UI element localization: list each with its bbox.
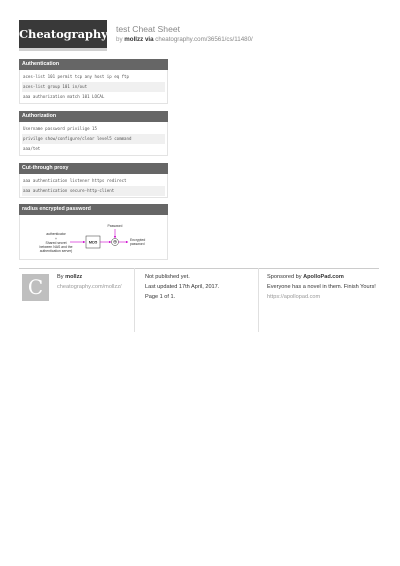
section-header: Authentication: [19, 59, 168, 70]
section-header: Cut-through proxy: [19, 163, 168, 174]
via-label: via: [144, 36, 154, 43]
byline: [116, 36, 253, 43]
code-line: aaa authentication secure-http-client: [22, 186, 165, 196]
sponsor-tagline: Everyone has a novel in them. Finish Yours!: [267, 284, 376, 290]
section-cut-through-proxy: [19, 163, 168, 198]
md5-label: MD5: [88, 239, 98, 245]
footer-sponsor: [267, 274, 344, 280]
page-title: test Cheat Sheet: [116, 24, 181, 34]
section-authentication: [19, 59, 168, 104]
by-prefix: by: [116, 36, 123, 43]
code-line: aces-list 101 permit tcp any host ip eq ftp: [23, 74, 129, 79]
section-authorization: [19, 111, 168, 156]
sponsor-prefix: Sponsored by: [267, 274, 302, 280]
code-line: aaa authorization match 101 LOCAL: [23, 94, 105, 99]
section-header: Authorization: [19, 111, 168, 122]
section-body: [19, 70, 168, 104]
footer-author-link[interactable]: mollzz: [65, 274, 83, 280]
between-label: between NAS and the: [39, 245, 73, 249]
sponsor-link[interactable]: ApolloPad.com: [303, 274, 344, 280]
diagram-container: [19, 215, 168, 260]
code-line: aces-list group 101 in/out: [22, 82, 165, 92]
footer-published: Not published yet.: [145, 274, 190, 280]
section-body: [19, 174, 168, 198]
code-line: aaa authentication listener https redirect: [23, 178, 127, 183]
xor-symbol: ⊕: [112, 239, 118, 246]
footer-author-url[interactable]: cheatography.com/mollzz/: [57, 284, 122, 290]
radius-diagram: [20, 215, 169, 260]
code-line: Username password privilige 15: [23, 126, 97, 131]
encrypted-label-2: password: [130, 242, 145, 246]
shared-secret-label: Shared secret: [45, 241, 67, 245]
author-link[interactable]: mollzz: [124, 36, 144, 43]
sponsor-url[interactable]: https://apollopad.com: [267, 294, 321, 300]
footer-updated: Last updated 17th April, 2017.: [145, 284, 220, 290]
encrypted-label: Encrypted: [130, 238, 146, 242]
password-label: Password: [107, 224, 123, 228]
avatar[interactable]: [22, 274, 49, 301]
footer-author: [57, 274, 82, 280]
section-radius-encrypted-password: [19, 204, 168, 260]
authenticator-label: authenticator: [46, 232, 66, 236]
code-line: aaa/tet: [23, 146, 41, 151]
cheatography-logo[interactable]: Cheatography: [19, 20, 107, 48]
footer-page: Page 1 of 1.: [145, 294, 176, 300]
section-header: radius encrypted password: [19, 204, 168, 215]
footer-by-label: By: [57, 274, 64, 280]
plus-label: +: [55, 237, 57, 241]
section-body: [19, 122, 168, 156]
sheet-url-link[interactable]: cheatography.com/36561/cs/11480/: [155, 36, 253, 43]
server-label: authentication server): [39, 249, 73, 253]
avatar-letter: C: [27, 275, 44, 299]
code-line: privilge show/configure/clear level5 command: [22, 134, 165, 144]
